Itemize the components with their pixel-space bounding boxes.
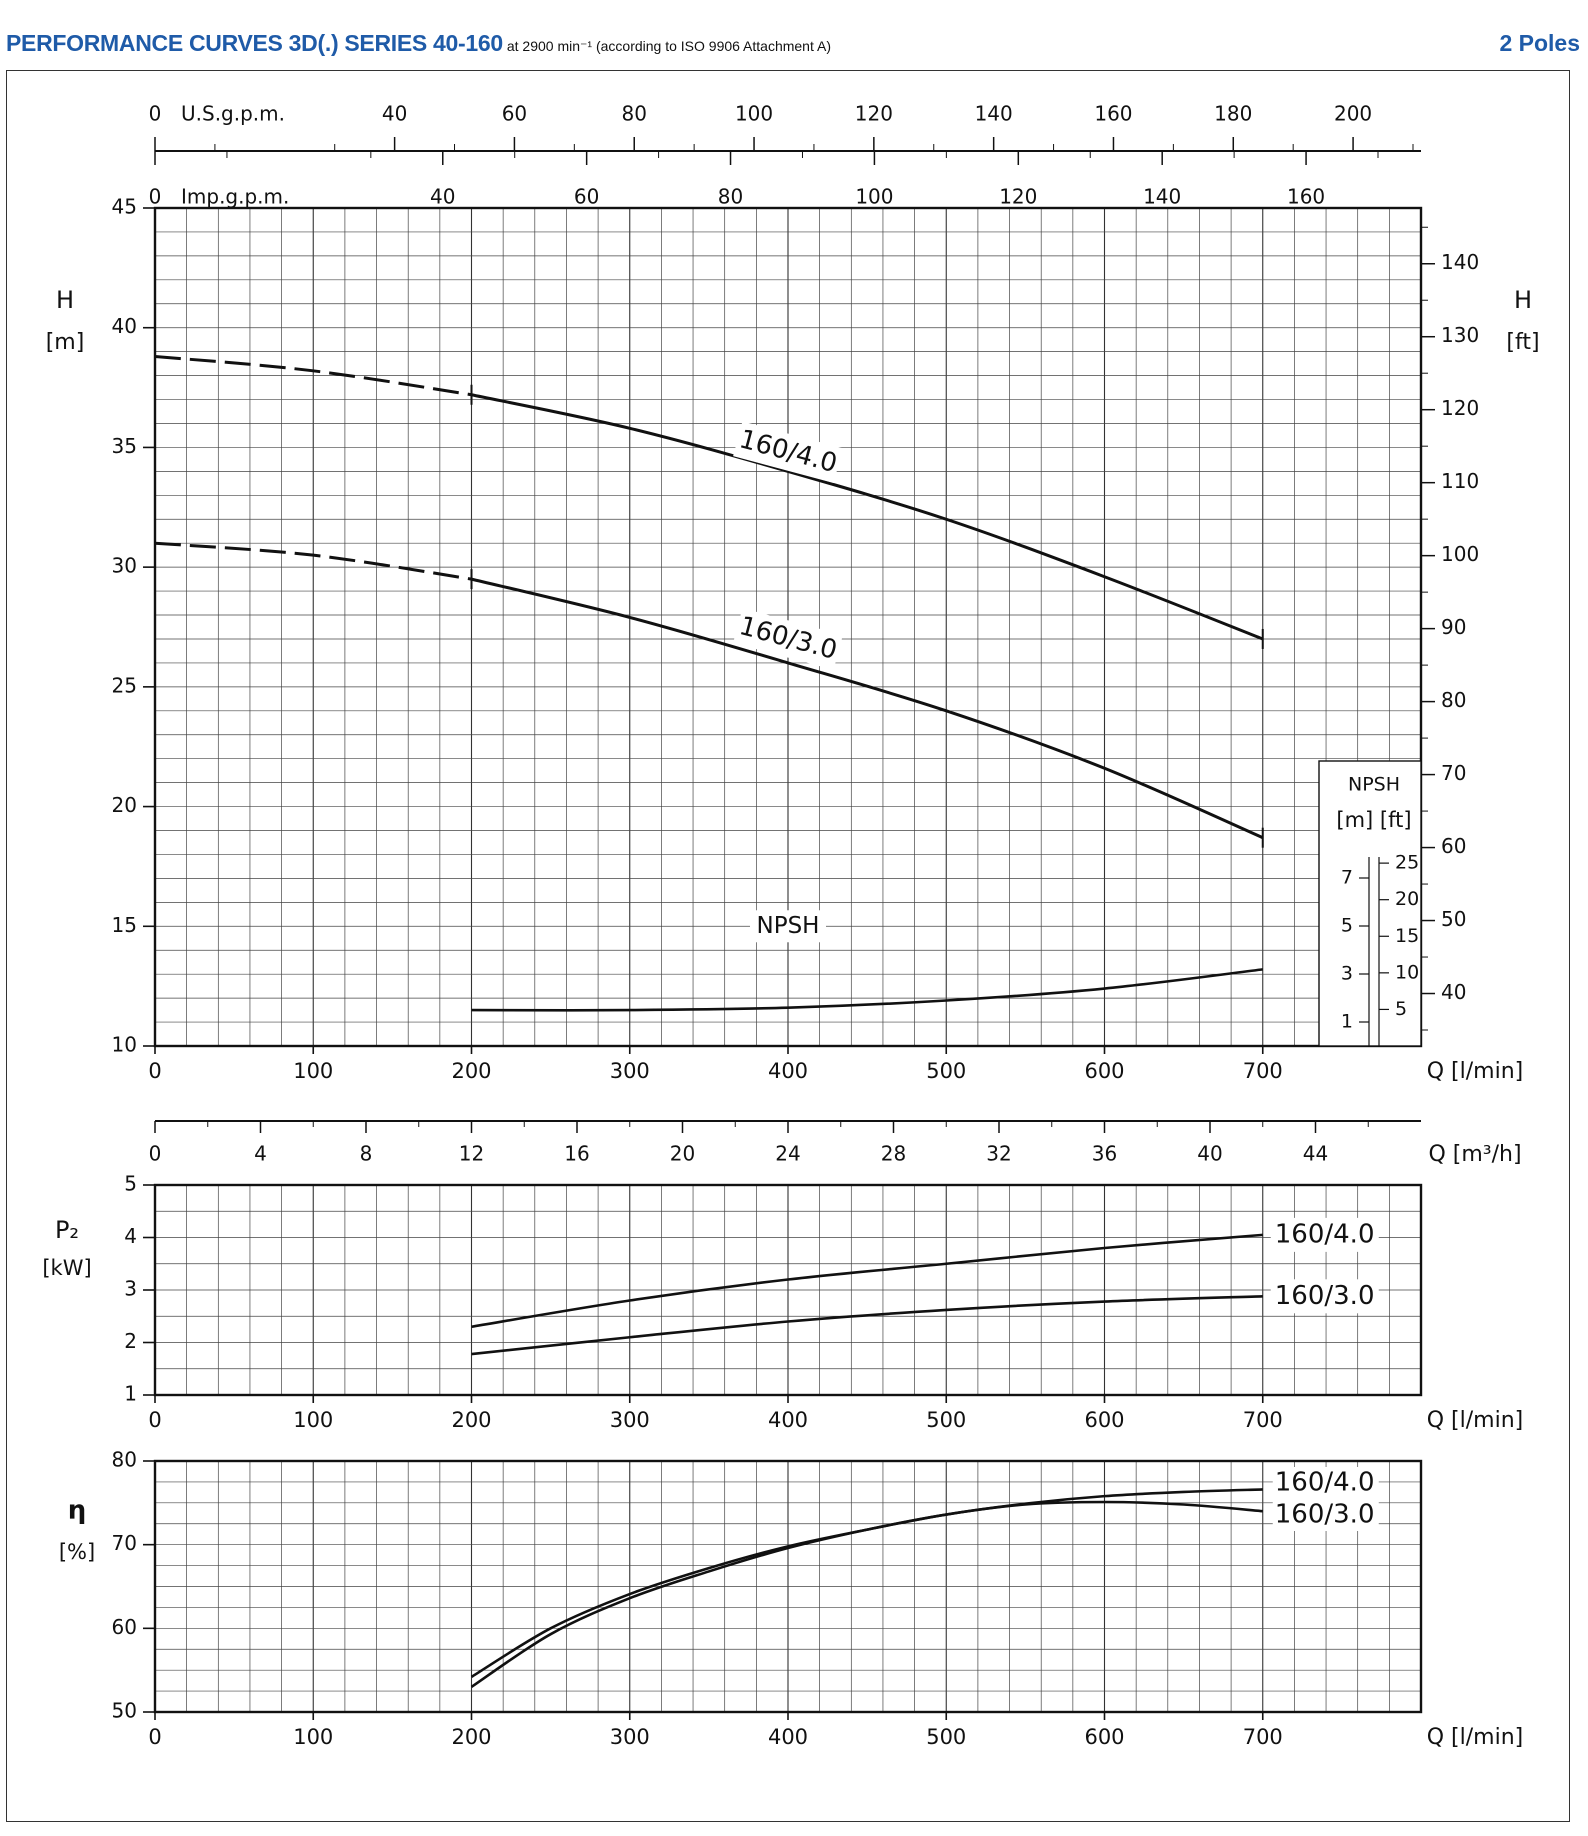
usgpm-tick-label: 100 [734,101,774,126]
usgpm-tick-label: 120 [854,101,893,126]
power-ytick-label: 3 [124,1276,137,1301]
m3h-tick-label: 8 [359,1141,373,1166]
eff-xtick-label: 500 [926,1725,967,1749]
head-xtick-label: 200 [451,1059,492,1083]
head-ytick-label: 35 [111,433,137,458]
head-ytick-label: 20 [111,793,137,818]
power-ytick-label: 2 [124,1329,137,1353]
head-ft-tick-label: 70 [1441,761,1467,786]
power-curve-160-3-0 [472,1296,1263,1354]
power-ytick-label: 4 [124,1224,137,1248]
m3h-tick-label: 44 [1302,1141,1329,1166]
power-ylabel: P₂ [54,1216,80,1244]
npsh-m-tick-label: 1 [1340,1010,1353,1033]
head-ft-tick-label: 80 [1441,688,1467,713]
impgpm-tick-label: 0 [148,184,162,209]
chart-frame [6,70,1570,1822]
npsh-ft-tick-label: 10 [1395,961,1420,984]
head-curve-160-3-0 [472,579,1263,838]
eff-ytick-label: 80 [111,1447,137,1472]
head-ylabel-right: H [1513,286,1533,314]
head-ft-tick-label: 50 [1441,907,1467,932]
head-ft-tick-label: 110 [1441,469,1480,494]
usgpm-tick-label: 140 [974,101,1013,126]
head-ytick-label: 10 [111,1032,137,1057]
impgpm-tick-label: 140 [1143,184,1182,209]
power-xlabel: Q [l/min] [1426,1408,1524,1433]
usgpm-tick-label: 0 [148,101,162,126]
power-curve-160-4-0-label: 160/4.0 [1274,1219,1375,1250]
power-ytick-label: 5 [124,1171,137,1196]
m3h-tick-label: 36 [1091,1141,1118,1166]
head-ft-tick-label: 40 [1441,980,1467,1005]
head-ft-tick-label: 130 [1441,323,1480,348]
eff-ytick-label: 60 [111,1614,137,1639]
usgpm-tick-label: 160 [1094,101,1133,126]
eff-xtick-label: 100 [293,1725,334,1749]
head-xtick-label: 100 [293,1059,334,1083]
head-xtick-label: 0 [148,1059,162,1083]
power-curve-160-4-0 [472,1235,1263,1327]
head-ytick-label: 15 [111,912,137,937]
usgpm-axis-label: U.S.g.p.m. [181,101,285,126]
eff-ytick-label: 70 [111,1531,137,1556]
head-curve-label-npsh: NPSH [756,912,820,939]
poles-label: 2 Poles [1499,30,1580,56]
m3h-tick-label: 32 [986,1141,1012,1166]
eff-xtick-label: 700 [1242,1725,1283,1749]
impgpm-tick-label: 100 [855,184,894,209]
head-curve-label-160-4-0: 160/4.0 [736,424,841,480]
head-xtick-label: 700 [1242,1059,1283,1083]
power-xtick-label: 300 [609,1408,650,1432]
eff-ylabel: η [67,1495,87,1526]
usgpm-tick-label: 60 [501,101,528,126]
page-header [6,30,1580,60]
head-ylabel: H [55,286,75,314]
chart-title: PERFORMANCE CURVES 3D(.) SERIES 40-160 at 2900 min⁻¹ (according to ISO 9906 Attachment A) [6,30,831,56]
m3h-tick-label: 4 [254,1141,267,1166]
eff-ytick-label: 50 [111,1698,137,1723]
impgpm-axis-label: Imp.g.p.m. [181,184,290,209]
impgpm-tick-label: 80 [717,184,744,209]
eff-ylabel-unit: [%] [58,1540,96,1564]
npsh-scale-title: NPSH [1347,773,1401,796]
head-xtick-label: 500 [926,1059,967,1083]
usgpm-tick-label: 40 [381,101,408,126]
head-ytick-label: 45 [111,194,137,219]
power-curve-160-3-0-label: 160/3.0 [1274,1280,1375,1311]
eff-curve-160-3-0 [472,1502,1263,1687]
m3h-tick-label: 16 [564,1141,590,1166]
m3h-tick-label: 24 [775,1141,801,1166]
impgpm-tick-label: 60 [573,184,600,209]
head-xtick-label: 400 [767,1059,809,1083]
usgpm-tick-label: 180 [1214,101,1253,126]
head-ft-tick-label: 60 [1441,834,1467,859]
head-curve-label-160-3-0: 160/3.0 [736,611,841,666]
npsh-ft-tick-label: 25 [1395,851,1420,874]
usgpm-tick-label: 200 [1333,101,1373,126]
m3h-tick-label: 0 [148,1141,162,1166]
m3h-tick-label: 20 [669,1141,696,1166]
power-xtick-label: 600 [1084,1408,1125,1432]
power-xtick-label: 500 [926,1408,967,1432]
head-curve-npsh [472,969,1263,1010]
power-xtick-label: 200 [451,1408,492,1432]
eff-xtick-label: 0 [148,1725,162,1749]
eff-curve-160-3-0-label: 160/3.0 [1274,1499,1375,1530]
eff-xlabel: Q [l/min] [1426,1725,1524,1750]
head-ytick-label: 30 [111,553,137,578]
head-ft-tick-label: 100 [1441,542,1480,567]
usgpm-tick-label: 80 [621,101,647,126]
npsh-scale-units: [m] [ft] [1336,808,1412,832]
m3h-tick-label: 12 [458,1141,485,1166]
eff-xtick-label: 200 [451,1725,492,1749]
power-xtick-label: 0 [148,1408,162,1432]
performance-chart [7,71,1571,1823]
head-ytick-label: 40 [111,314,137,339]
head-ft-tick-label: 140 [1441,250,1480,275]
m3h-tick-label: 40 [1197,1141,1223,1166]
head-ylabel-right-unit: [ft] [1506,330,1540,355]
power-xtick-label: 400 [767,1408,809,1432]
m3h-xlabel: Q [m³/h] [1428,1142,1522,1167]
chart-subtitle: at 2900 min⁻¹ (according to ISO 9906 Attachment A) [506,38,831,54]
npsh-m-tick-label: 7 [1340,866,1353,889]
impgpm-tick-label: 40 [430,184,456,209]
npsh-m-tick-label: 3 [1340,962,1353,985]
eff-xtick-label: 300 [609,1725,650,1749]
npsh-ft-tick-label: 20 [1395,888,1420,911]
npsh-m-tick-label: 5 [1340,914,1353,937]
head-ylabel-unit: [m] [45,330,85,355]
power-xtick-label: 700 [1242,1408,1283,1432]
head-curve-160-4-0 [472,395,1263,639]
eff-xtick-label: 600 [1084,1725,1125,1749]
impgpm-tick-label: 160 [1286,184,1326,209]
power-xtick-label: 100 [293,1408,334,1432]
impgpm-tick-label: 120 [999,184,1038,209]
eff-curve-160-4-0 [472,1489,1263,1676]
npsh-ft-tick-label: 5 [1395,997,1408,1020]
head-ytick-label: 25 [111,673,137,698]
power-ytick-label: 1 [124,1381,137,1406]
m3h-tick-label: 28 [880,1141,907,1166]
head-ft-tick-label: 120 [1441,396,1480,421]
head-ft-tick-label: 90 [1441,615,1467,640]
head-xlabel: Q [l/min] [1426,1059,1524,1084]
head-xtick-label: 300 [609,1059,650,1083]
eff-xtick-label: 400 [767,1725,809,1749]
eff-curve-160-4-0-label: 160/4.0 [1274,1467,1375,1498]
head-xtick-label: 600 [1084,1059,1125,1083]
npsh-ft-tick-label: 15 [1395,924,1420,947]
power-ylabel-unit: [kW] [42,1256,92,1280]
